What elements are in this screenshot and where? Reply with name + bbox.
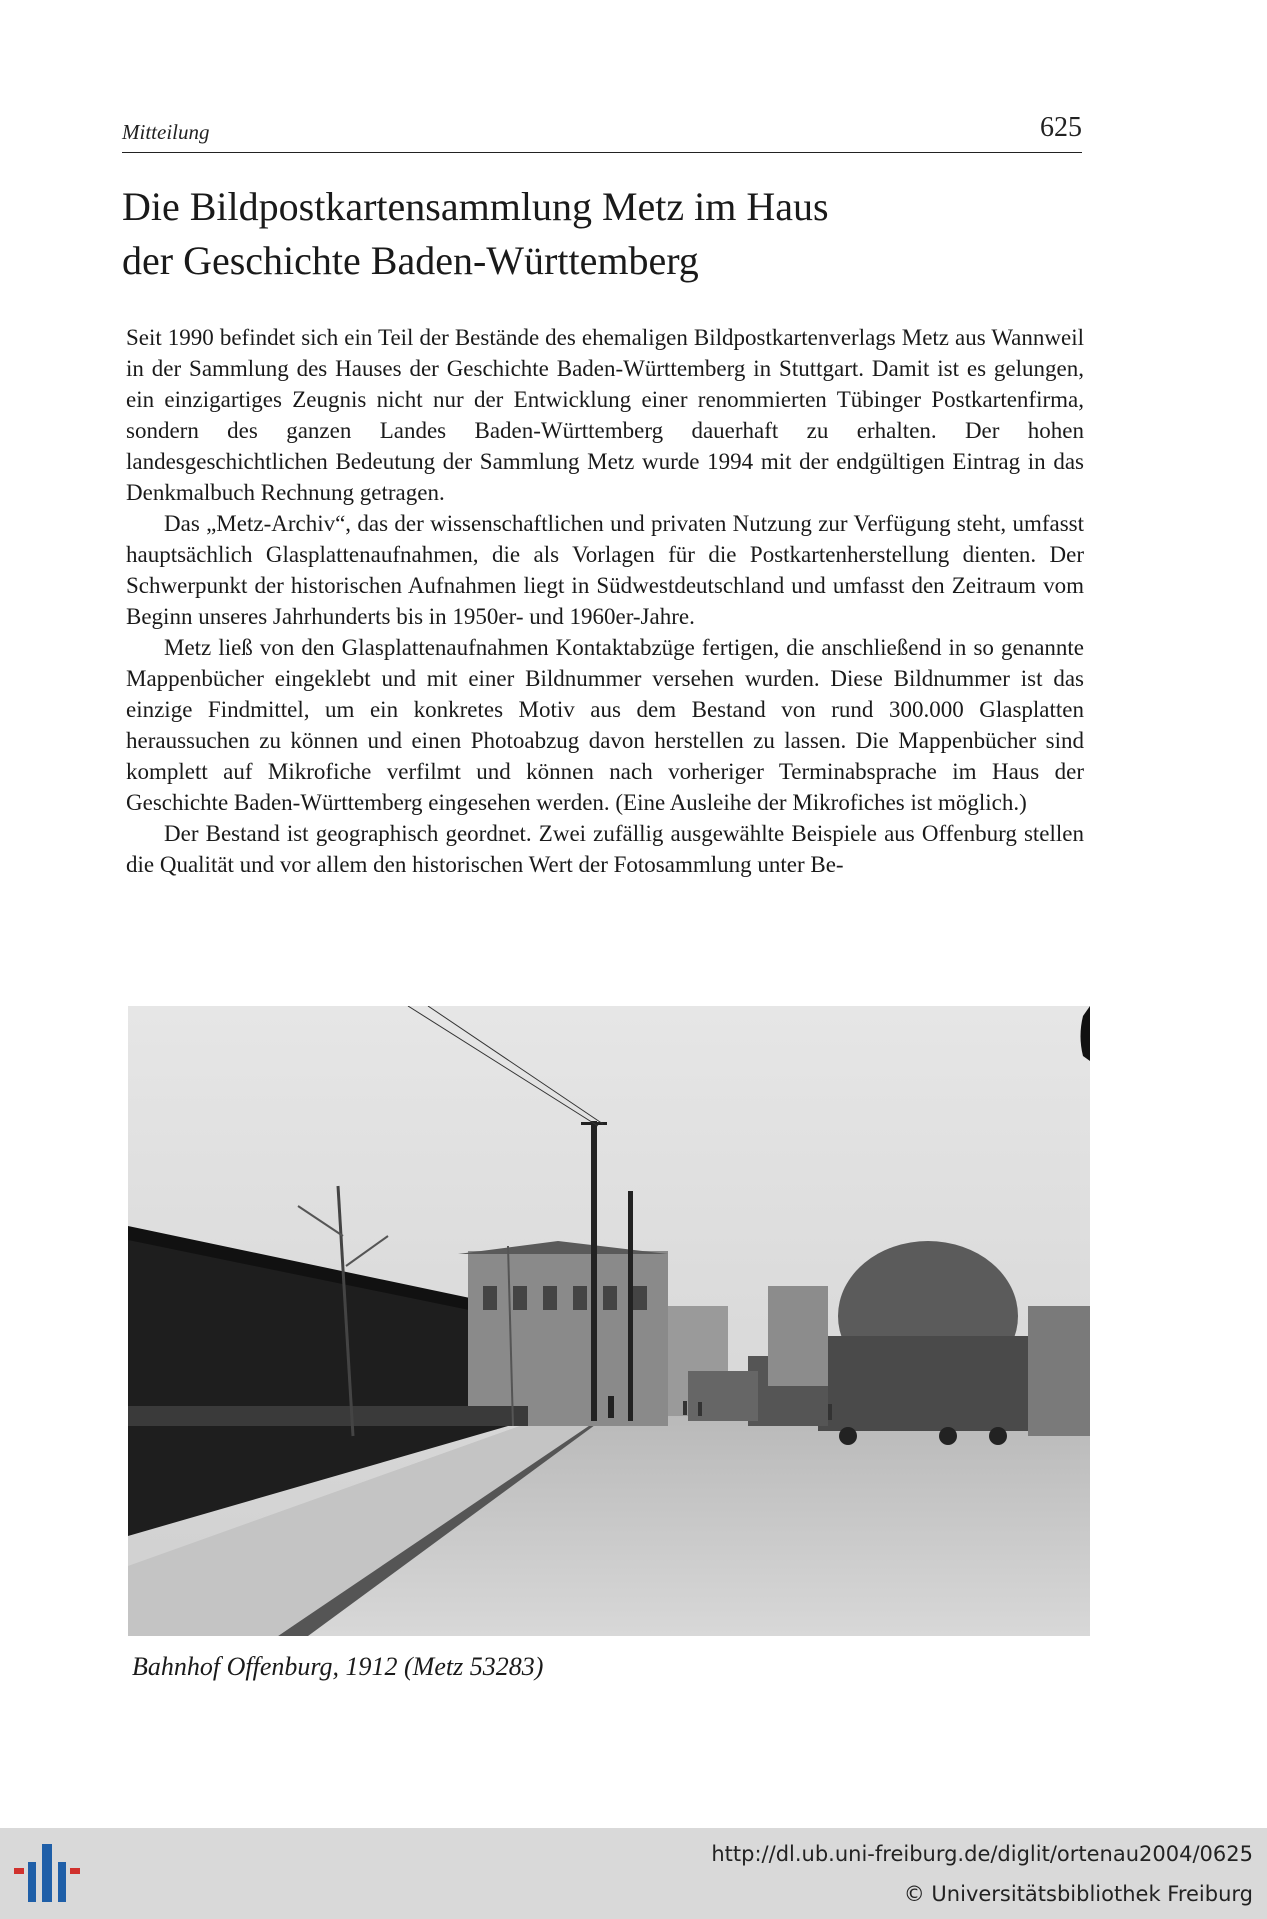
paragraph: Der Bestand ist geographisch geordnet. Zwei zufällig ausgewählte Beispiele aus Offenburg stellen die Qualität und vor allem den historischen Wert der Fotosammlung unter Be- <box>126 821 1084 877</box>
article-title <box>122 180 1122 288</box>
paragraph: Das „Metz-Archiv“, das der wissenschaftlichen und privaten Nutzung zur Verfügung steht, umfasst hauptsächlich Glasplattenaufnahmen, die als Vorlagen für die Postkartenherstellung dienten. Der Schwerpunkt der historischen Aufnahmen liegt in Südwestdeutschland und umfasst den Zeitraum vom Beginn unseres Jahrhunderts bis in 1950er- und 1960er-Jahre. <box>126 511 1084 629</box>
station-photo-illustration <box>128 1006 1090 1636</box>
title-line-2: der Geschichte Baden-Württemberg <box>122 238 699 283</box>
copyright-notice: © Universitätsbibliothek Freiburg <box>903 1882 1253 1906</box>
page-number: 625 <box>1040 112 1082 143</box>
section-label: Mitteilung <box>122 120 210 144</box>
paragraph: Seit 1990 befindet sich ein Teil der Bestände des ehemaligen Bildpostkartenverlags Metz aus Wannweil in der Sammlung des Hauses der Geschichte Baden-Württemberg in Stuttgart. Damit ist es gelungen, ein einzigartiges Zeugnis nicht nur der Entwicklung einer renommierten Tübinger Postkartenfirma, sondern des ganzen Landes Baden-Württemberg dauerhaft zu erhalten. Der hohen landesgeschichtlichen Bedeutung der Sammlung Metz wurde 1994 mit der endgültigen Eintrag in das Denkmalbuch Rechnung getragen. <box>126 325 1084 505</box>
article-body <box>126 322 1084 880</box>
library-footer <box>0 1828 1267 1919</box>
title-line-1: Die Bildpostkartensammlung Metz im Haus <box>122 184 829 229</box>
permalink-url[interactable]: http://dl.ub.uni-freiburg.de/diglit/ortenau2004/0625 <box>711 1842 1253 1866</box>
figure-caption: Bahnhof Offenburg, 1912 (Metz 53283) <box>132 1652 544 1681</box>
historic-photo <box>128 1006 1090 1636</box>
ub-freiburg-logo-icon <box>14 1844 84 1914</box>
running-header <box>122 112 1082 153</box>
paragraph: Metz ließ von den Glasplattenaufnahmen Kontaktabzüge fertigen, die anschließend in so genannte Mappenbücher eingeklebt und mit einer Bildnummer versehen wurden. Diese Bildnummer ist das einzige Findmittel, um ein konkretes Motiv aus dem Bestand von rund 300.000 Glasplatten heraussuchen zu können und einen Photoabzug davon herstellen zu lassen. Die Mappenbücher sind komplett auf Mikrofiche verfilmt und können nach vorheriger Terminabsprache im Haus der Geschichte Baden-Württemberg eingesehen werden. (Eine Ausleihe der Mikrofiches ist möglich.) <box>126 635 1084 815</box>
